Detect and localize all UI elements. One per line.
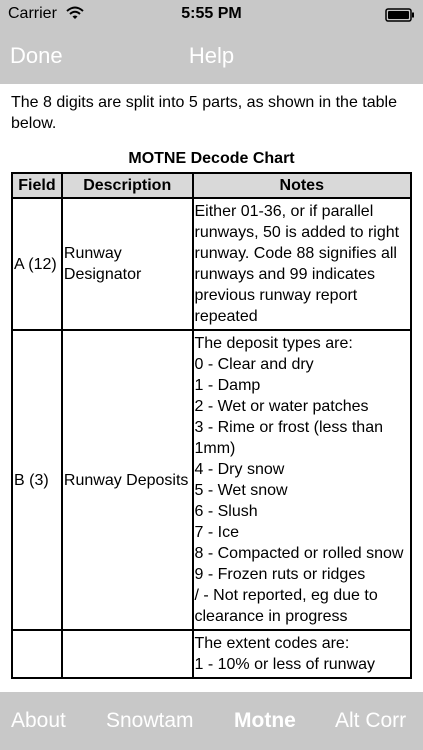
status-time: 5:55 PM (181, 5, 242, 22)
field-cell: A (12) (12, 198, 62, 330)
done-button[interactable]: Done (10, 43, 63, 68)
header-notes: Notes (193, 173, 412, 198)
description-cell: Runway Deposits (62, 330, 193, 630)
navigation-bar (0, 30, 423, 84)
tab-snowtam-label: Snowtam (106, 709, 194, 732)
tab-motne-label: Motne (234, 709, 296, 732)
tab-about[interactable] (11, 709, 66, 733)
tab-motne[interactable] (234, 709, 296, 733)
notes-line: 1 - Damp (194, 377, 261, 394)
notes-line: 3 - Rime or frost (less than 1mm) (194, 419, 383, 457)
notes-line: / - Not reported, eg due to clearance in progress (194, 587, 378, 625)
notes-line: 9 - Frozen ruts or ridges (194, 566, 366, 583)
field-cell: B (3) (12, 330, 62, 630)
intro-text: The 8 digits are split into 5 parts, as shown in the table below. (11, 94, 397, 132)
notes-line: 4 - Dry snow (194, 461, 285, 478)
battery-icon (385, 8, 415, 22)
description-cell (62, 630, 193, 678)
notes-line: 6 - Slush (194, 503, 258, 520)
table-header-row (12, 173, 411, 198)
table-row (12, 330, 411, 630)
table-row (12, 630, 411, 678)
notes-line: 2 - Wet or water patches (194, 398, 369, 415)
notes-cell (193, 630, 412, 678)
notes-line: 0 - Clear and dry (194, 356, 314, 373)
notes-cell (193, 330, 412, 630)
notes-line: 5 - Wet snow (194, 482, 288, 499)
notes-line: The deposit types are: (194, 335, 353, 352)
tab-bar (0, 692, 423, 750)
header-description: Description (62, 173, 193, 198)
chart-title: MOTNE Decode Chart (128, 150, 295, 167)
notes-line: 1 - 10% or less of runway (194, 656, 376, 673)
help-content[interactable] (0, 84, 423, 692)
table-row (12, 198, 411, 330)
carrier-label: Carrier (8, 5, 57, 22)
description-cell: Runway Designator (62, 198, 193, 330)
header-field: Field (12, 173, 62, 198)
notes-cell (193, 198, 412, 330)
tab-alt-corr-label: Alt Corr (335, 709, 407, 732)
notes-line: 7 - Ice (194, 524, 239, 541)
decode-table (11, 172, 412, 679)
page-title: Help (188, 43, 235, 68)
tab-snowtam[interactable] (106, 709, 194, 733)
notes-line: 8 - Compacted or rolled snow (194, 545, 404, 562)
tab-about-label: About (11, 709, 66, 732)
status-bar (0, 0, 423, 30)
field-cell (12, 630, 62, 678)
notes-line: Either 01-36, or if parallel runways, 50 is added to right runway. Code 88 signifies all runways and 99 indicates previous runway report repeated (194, 203, 400, 325)
notes-line: The extent codes are: (194, 635, 350, 652)
tab-alt-corr[interactable] (335, 709, 406, 733)
